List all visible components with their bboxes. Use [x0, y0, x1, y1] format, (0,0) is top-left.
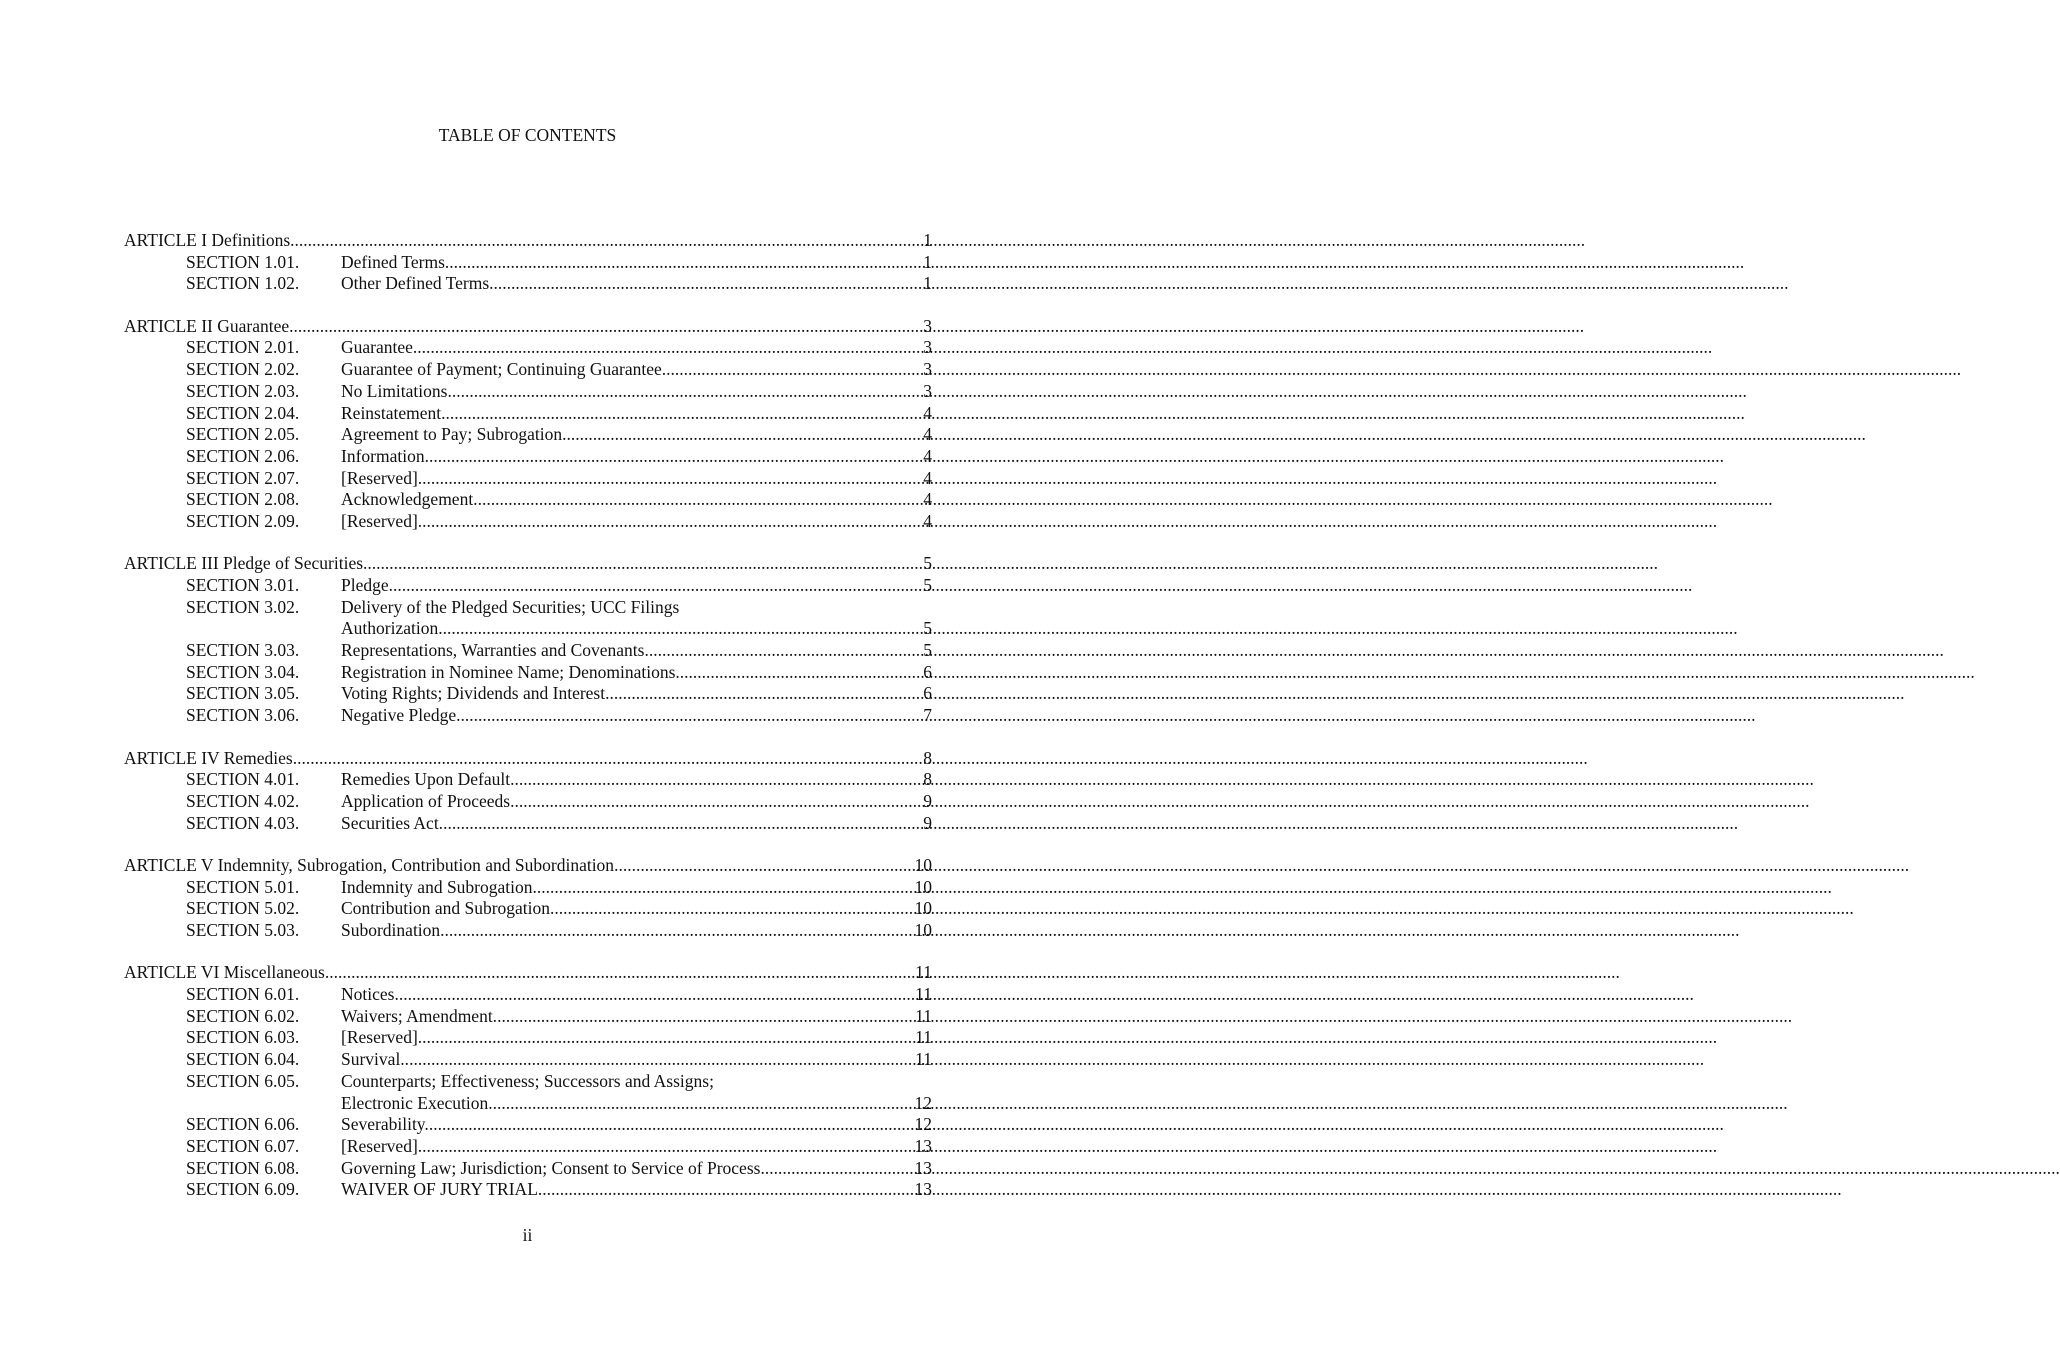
section-page-number: 10 — [914, 876, 932, 897]
toc-section-entry[interactable] — [124, 1027, 932, 1049]
section-title: [Reserved]. — [341, 1027, 423, 1048]
section-number: SECTION 5.02. — [186, 898, 300, 919]
section-page-number: 11 — [915, 1049, 932, 1070]
section-page-number: 4 — [923, 402, 932, 423]
section-page-number: 3 — [923, 359, 932, 380]
section-page-number: 5 — [923, 618, 932, 639]
section-page-number: 13 — [914, 1135, 932, 1156]
section-page-number: 10 — [914, 920, 932, 940]
toc-section-entry[interactable] — [124, 813, 932, 835]
section-title: Delivery of the Pledged Securities; UCC Filings — [341, 596, 680, 617]
section-title: Survival.. — [341, 1049, 410, 1070]
article-title: ARTICLE I Definitions — [124, 230, 291, 250]
section-page-number: 4 — [923, 510, 932, 531]
dot-leader — [290, 230, 923, 252]
dot-leader — [478, 489, 924, 511]
toc-section-entry[interactable] — [124, 683, 932, 705]
section-page-number: 5 — [923, 640, 932, 661]
section-number: SECTION 3.04. — [186, 661, 300, 682]
toc-section-entry[interactable] — [124, 898, 932, 920]
section-title: Subordination. — [341, 920, 445, 940]
section-page-number: 1 — [923, 251, 932, 272]
section-page-number: 8 — [923, 769, 932, 790]
section-page-number: 7 — [923, 705, 932, 726]
section-title: Securities Act. — [341, 812, 444, 833]
section-title: Reinstatement.. — [341, 402, 450, 423]
toc-section-entry[interactable] — [124, 920, 932, 942]
section-title: Acknowledgement. — [341, 489, 478, 510]
dot-leader — [422, 511, 923, 533]
dot-leader — [397, 575, 923, 597]
section-number: SECTION 2.01. — [186, 337, 300, 358]
toc-section-entry[interactable] — [124, 984, 932, 1006]
section-number: SECTION 6.05. — [186, 1070, 300, 1091]
article-title: ARTICLE V Indemnity, Subrogation, Contribution and Subordination — [124, 854, 615, 875]
section-number: SECTION 5.03. — [186, 920, 300, 940]
section-number: SECTION 6.08. — [186, 1157, 300, 1178]
toc-section-entry[interactable] — [124, 662, 932, 684]
dot-leader — [515, 791, 924, 813]
section-number: SECTION 3.06. — [186, 705, 300, 726]
toc-section-continuation[interactable] — [124, 618, 932, 640]
dot-leader — [409, 1049, 915, 1071]
dot-leader — [443, 618, 924, 640]
dot-leader — [494, 273, 924, 295]
section-title: Registration in Nominee Name; Denominations. — [341, 661, 680, 682]
toc-section-entry[interactable] — [124, 337, 932, 359]
section-number: SECTION 2.03. — [186, 380, 300, 401]
article-page-number: 10 — [914, 854, 932, 875]
article-title: ARTICLE II Guarantee — [124, 315, 290, 336]
section-title: Waivers; Amendment. — [341, 1005, 498, 1026]
section-title: Authorization. — [341, 618, 443, 639]
section-number: SECTION 3.01. — [186, 575, 300, 595]
toc-section-entry[interactable] — [124, 791, 932, 813]
section-title: Contribution and Subrogation.. — [341, 898, 559, 919]
dot-leader — [325, 962, 915, 984]
page-number: ii — [522, 1225, 533, 1245]
section-number: SECTION 4.02. — [186, 790, 300, 811]
section-number: SECTION 2.02. — [186, 359, 300, 380]
toc-section-entry[interactable] — [124, 273, 932, 295]
section-number: SECTION 6.06. — [186, 1114, 300, 1135]
section-page-number: 13 — [914, 1157, 932, 1178]
section-page-number: 4 — [923, 489, 932, 510]
section-number: SECTION 4.03. — [186, 812, 300, 833]
dot-leader — [461, 705, 924, 727]
section-page-number: 4 — [923, 445, 932, 466]
section-title: No Limitations. — [341, 380, 452, 401]
dot-leader — [429, 446, 923, 468]
toc-article-entry[interactable] — [124, 316, 932, 338]
toc-section-entry[interactable] — [124, 1114, 932, 1136]
toc-section-entry[interactable] — [124, 1136, 932, 1158]
section-title: Guarantee. — [341, 337, 418, 358]
article-page-number: 3 — [923, 315, 932, 336]
section-number: SECTION 5.01. — [186, 876, 300, 897]
dot-leader — [422, 468, 923, 490]
section-page-number: 3 — [923, 337, 932, 358]
dot-leader — [614, 855, 914, 877]
section-number: SECTION 2.05. — [186, 424, 300, 445]
toc-section-entry[interactable] — [124, 640, 932, 662]
section-title: Counterparts; Effectiveness; Successors and Assigns; — [341, 1070, 714, 1091]
dot-leader — [429, 1114, 915, 1136]
section-page-number: 5 — [923, 575, 932, 595]
section-number: SECTION 3.03. — [186, 640, 300, 661]
section-title: Negative Pledge. — [341, 705, 461, 726]
section-number: SECTION 2.09. — [186, 510, 300, 531]
toc-section-entry[interactable] — [124, 446, 932, 468]
dot-leader — [445, 920, 915, 942]
toc-section-entry[interactable] — [124, 1071, 932, 1093]
section-number: SECTION 6.07. — [186, 1135, 300, 1156]
article-page-number: 1 — [923, 230, 932, 250]
section-page-number: 9 — [923, 812, 932, 833]
section-number: SECTION 1.01. — [186, 251, 300, 272]
section-number: SECTION 6.02. — [186, 1005, 300, 1026]
section-title: [Reserved]. — [341, 467, 423, 488]
section-number: SECTION 1.02. — [186, 273, 300, 294]
section-number: SECTION 2.06. — [186, 445, 300, 466]
dot-leader — [363, 553, 923, 575]
dot-leader — [443, 813, 923, 835]
dot-leader — [399, 984, 915, 1006]
toc-section-entry[interactable] — [124, 1179, 932, 1201]
article-title: ARTICLE IV Remedies — [124, 747, 293, 768]
section-title: Severability. — [341, 1114, 429, 1135]
dot-leader — [649, 640, 923, 662]
dot-leader — [293, 748, 924, 770]
dot-leader — [289, 316, 923, 338]
section-title: WAIVER OF JURY TRIAL.. — [341, 1179, 547, 1200]
article-title: ARTICLE III Pledge of Securities — [124, 553, 364, 574]
dot-leader — [547, 1179, 915, 1201]
dot-leader — [765, 1158, 915, 1180]
toc-article-entry[interactable] — [124, 748, 932, 770]
dot-leader — [609, 683, 923, 705]
section-page-number: 4 — [923, 424, 932, 445]
section-title: Agreement to Pay; Subrogation.. — [341, 424, 571, 445]
article-page-number: 11 — [915, 962, 932, 983]
section-page-number: 11 — [915, 984, 932, 1005]
section-title: Application of Proceeds. — [341, 790, 515, 811]
dot-leader — [680, 662, 923, 684]
section-title: Governing Law; Jurisdiction; Consent to Service of Process. — [341, 1157, 765, 1178]
dot-leader — [450, 403, 923, 425]
section-number: SECTION 2.08. — [186, 489, 300, 510]
dot-leader — [571, 424, 923, 446]
section-title: Other Defined Terms. — [341, 273, 494, 294]
section-page-number: 11 — [915, 1005, 932, 1026]
toc-section-entry[interactable] — [124, 489, 932, 511]
section-title: Representations, Warranties and Covenants. — [341, 640, 649, 661]
dot-leader — [449, 252, 923, 274]
section-title: Defined Terms. — [341, 251, 450, 272]
dot-leader — [452, 381, 923, 403]
section-number: SECTION 3.05. — [186, 683, 300, 704]
article-page-number: 5 — [923, 553, 932, 574]
section-title: Electronic Execution. — [341, 1092, 493, 1113]
toc-section-entry[interactable] — [124, 597, 932, 619]
dot-leader — [537, 877, 915, 899]
toc-article-entry[interactable] — [124, 962, 932, 984]
section-page-number: 12 — [914, 1092, 932, 1113]
toc-section-entry[interactable] — [124, 359, 932, 381]
section-page-number: 6 — [923, 683, 932, 704]
section-title: Guarantee of Payment; Continuing Guarantee. — [341, 359, 667, 380]
toc-article-entry[interactable] — [124, 855, 932, 877]
section-page-number: 11 — [915, 1027, 932, 1048]
section-number: SECTION 2.07. — [186, 467, 300, 488]
section-number: SECTION 6.01. — [186, 984, 300, 1005]
section-title: Information. — [341, 445, 429, 466]
dot-leader — [519, 769, 923, 791]
toc-section-entry[interactable] — [124, 403, 932, 425]
section-number: SECTION 3.02. — [186, 596, 300, 617]
section-page-number: 9 — [923, 790, 932, 811]
section-title: [Reserved]. — [341, 510, 423, 531]
section-number: SECTION 6.03. — [186, 1027, 300, 1048]
section-number: SECTION 6.04. — [186, 1049, 300, 1070]
toc-article-entry[interactable] — [124, 230, 932, 252]
toc-section-entry[interactable] — [124, 468, 932, 490]
section-number: SECTION 2.04. — [186, 402, 300, 423]
section-page-number: 10 — [914, 898, 932, 919]
section-number: SECTION 6.09. — [186, 1179, 300, 1200]
toc-section-entry[interactable] — [124, 1049, 932, 1071]
dot-leader — [422, 1136, 914, 1158]
section-title: Voting Rights; Dividends and Interest. — [341, 683, 610, 704]
dot-leader — [417, 337, 923, 359]
dot-leader — [559, 898, 915, 920]
toc-section-entry[interactable] — [124, 1006, 932, 1028]
dot-leader — [666, 359, 923, 381]
toc-section-entry[interactable] — [124, 252, 932, 274]
section-page-number: 4 — [923, 467, 932, 488]
toc-article-entry[interactable] — [124, 553, 932, 575]
dot-leader — [422, 1027, 915, 1049]
table-of-contents — [124, 230, 932, 1201]
section-page-number: 13 — [914, 1179, 932, 1200]
section-title: Indemnity and Subrogation. — [341, 876, 537, 897]
section-title: [Reserved]. — [341, 1135, 423, 1156]
toc-section-entry[interactable] — [124, 511, 932, 533]
toc-section-entry[interactable] — [124, 424, 932, 446]
section-title: Notices. — [341, 984, 399, 1005]
toc-section-entry[interactable] — [124, 575, 932, 597]
section-title: Remedies Upon Default.. — [341, 769, 519, 790]
toc-section-entry[interactable] — [124, 705, 932, 727]
article-title: ARTICLE VI Miscellaneous — [124, 962, 325, 983]
toc-section-entry[interactable] — [124, 1158, 932, 1180]
section-title: Pledge.. — [341, 575, 398, 595]
section-page-number: 1 — [923, 273, 932, 294]
section-number: SECTION 4.01. — [186, 769, 300, 790]
article-page-number: 8 — [923, 747, 932, 768]
dot-leader — [493, 1093, 915, 1115]
section-page-number: 3 — [923, 380, 932, 401]
section-page-number: 6 — [923, 661, 932, 682]
toc-section-entry[interactable] — [124, 877, 932, 899]
page-title: TABLE OF CONTENTS — [438, 125, 617, 145]
toc-section-entry[interactable] — [124, 769, 932, 791]
dot-leader — [497, 1006, 915, 1028]
toc-section-continuation[interactable] — [124, 1093, 932, 1115]
toc-section-entry[interactable] — [124, 381, 932, 403]
section-page-number: 12 — [914, 1114, 932, 1135]
